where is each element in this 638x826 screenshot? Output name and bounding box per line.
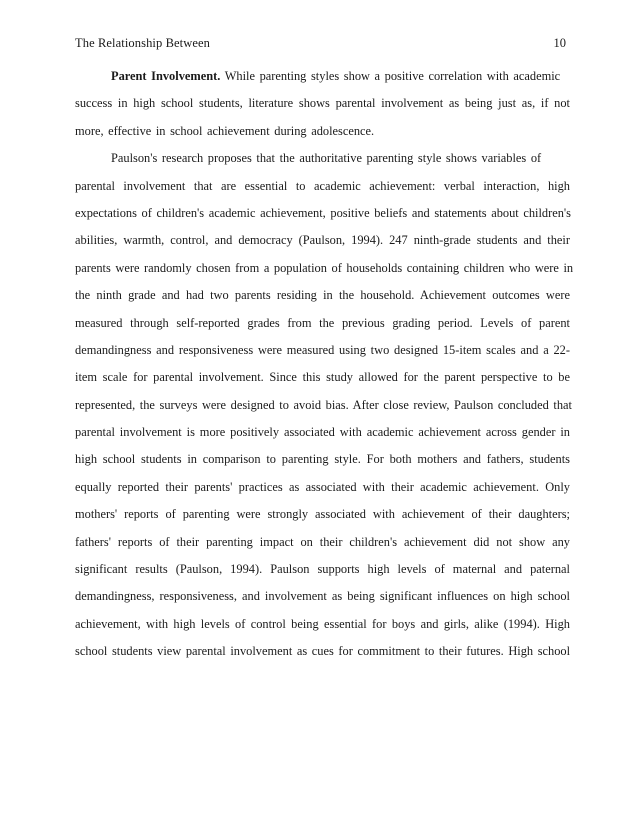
paragraph-2-line-2: parental involvement that are essential to academic achievement: verbal interaction, high (75, 178, 570, 193)
paragraph-1-line-3: more, effective in school achievement during adolescence. (75, 123, 375, 138)
paragraph-2-line-11: parental involvement is more positively associated with academic achievement across gender in (75, 425, 570, 440)
paragraph-2-line-13: equally reported their parents' practices as associated with their academic achievement. Only (75, 479, 570, 494)
paragraph-2-line-15: fathers' reports of their parenting impact on their children's achievement did not show any (75, 534, 570, 549)
paragraph-2-line-5: parents were randomly chosen from a population of households containing children who were in (75, 260, 574, 275)
paragraph-2-line-8: demandingness and responsiveness were measured using two designed 15-item scales and a 22- (75, 342, 570, 357)
paragraph-2-line-10: represented, the surveys were designed to avoid bias. After close review, Paulson concluded that (75, 397, 572, 412)
paragraph-2-line-6: the ninth grade and had two parents residing in the household. Achievement outcomes were (75, 288, 570, 303)
paragraph-2-line-12: high school students in comparison to parenting style. For both mothers and fathers, students (75, 452, 570, 467)
paragraph-2-line-16: significant results (Paulson, 1994). Paulson supports high levels of maternal and paternal (75, 562, 570, 577)
paragraph-2-line-4: abilities, warmth, control, and democracy (Paulson, 1994). 247 ninth-grade students and their (75, 233, 570, 248)
paragraph-2-line-14: mothers' reports of parenting were strongly associated with achievement of their daughters; (75, 507, 570, 522)
paragraph-1-line-2: success in high school students, literature shows parental involvement as being just as, if not (75, 96, 570, 111)
body-text (75, 67, 574, 670)
paragraph-2-line-1: Paulson's research proposes that the authoritative parenting style shows variables of (111, 151, 542, 166)
section-heading: Parent Involvement. (111, 69, 221, 83)
paragraph-2-line-17: demandingness, responsiveness, and involvement as being significant influences on high school (75, 589, 570, 604)
paragraph-1-line-1-text: While parenting styles show a positive correlation with academic (220, 69, 561, 83)
paragraph-2-line-19: school students view parental involvement as cues for commitment to their futures. High school (75, 644, 571, 659)
paragraph-2-line-7: measured through self-reported grades from the previous grading period. Levels of parent (75, 315, 570, 330)
paragraph-2-line-3: expectations of children's academic achievement, positive beliefs and statements about children's (75, 205, 571, 220)
paragraph-2-line-9: item scale for parental involvement. Since this study allowed for the parent perspective to be (75, 370, 570, 385)
paragraph-1-line-1 (75, 67, 570, 94)
running-head: The Relationship Between (75, 36, 211, 50)
paragraph-2-line-18: achievement, with high levels of control being essential for boys and girls, alike (1994). High (75, 616, 570, 631)
page-number: 10 (553, 36, 566, 50)
